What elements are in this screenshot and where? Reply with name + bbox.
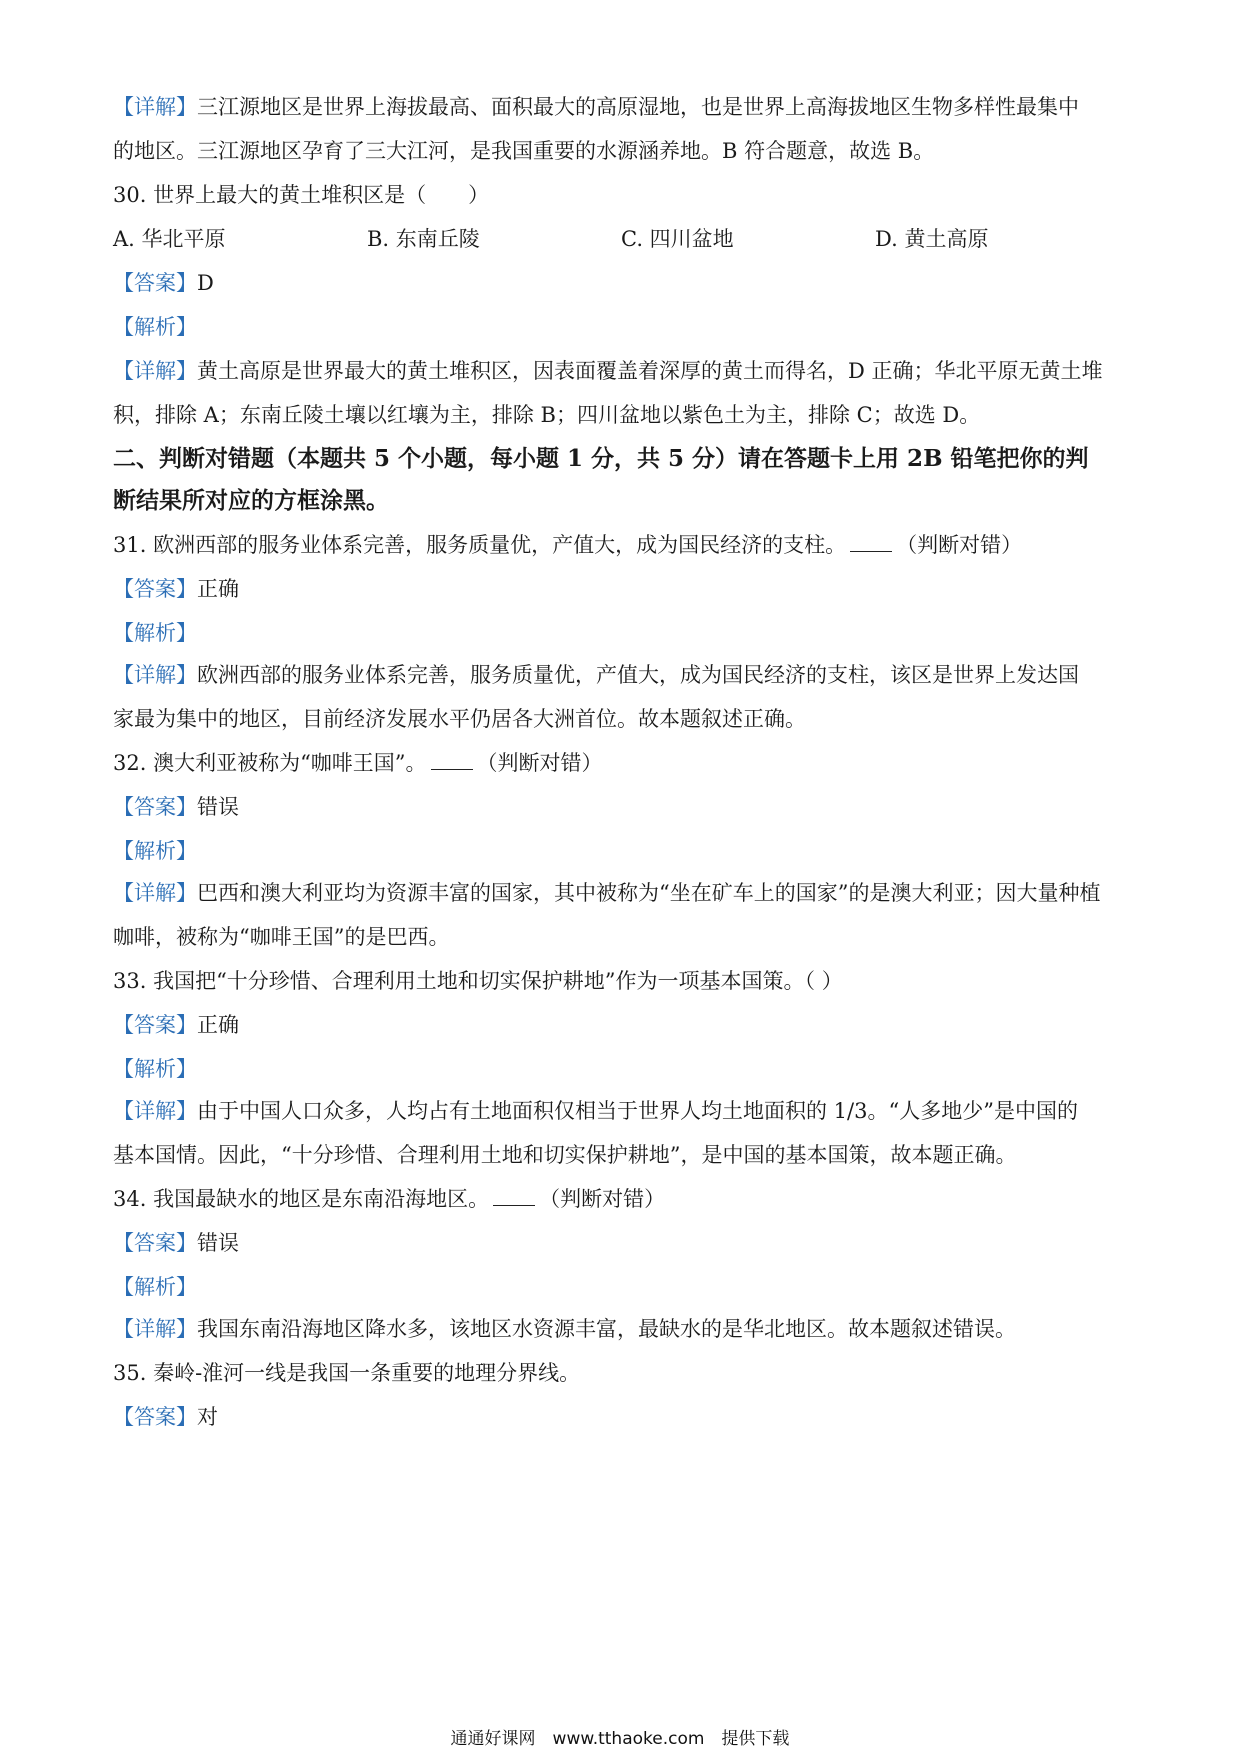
question-text: 33. 我国把“十分珍惜、合理利用土地和切实保护耕地”作为一项基本国策。（ ） xyxy=(113,969,843,993)
answer-tag: 【答案】 xyxy=(113,1405,197,1429)
page-footer: 通通好课网 www.tthaoke.com 提供下载 xyxy=(450,1729,790,1749)
question-30 xyxy=(113,180,1133,210)
question-33-analysis xyxy=(113,1054,1133,1084)
option-c: C. 四川盆地 xyxy=(621,227,734,251)
question-35-answer xyxy=(113,1402,1133,1432)
question-34-detail-line-1 xyxy=(113,1314,1133,1344)
question-suffix: （判断对错） xyxy=(896,533,1023,557)
question-31-detail-line-1 xyxy=(113,660,1133,690)
question-31 xyxy=(113,530,1133,560)
answer-text: 正确 xyxy=(197,577,239,601)
question-32-detail-line-2 xyxy=(113,922,1133,952)
question-35 xyxy=(113,1358,1133,1388)
question-31-detail-line-2 xyxy=(113,704,1133,734)
question-31-analysis xyxy=(113,618,1133,648)
question-text: 32. 澳大利亚被称为“咖啡王国”。 xyxy=(113,751,427,775)
question-33-detail-line-2 xyxy=(113,1140,1133,1170)
detail-tag: 【详解】 xyxy=(113,663,197,687)
detail-tag: 【详解】 xyxy=(113,95,197,119)
detail-text: 积，排除 A；东南丘陵土壤以红壤为主，排除 B；四川盆地以紫色土为主，排除 C；故选 D。 xyxy=(113,403,981,427)
question-30-detail-line-2 xyxy=(113,400,1133,430)
analysis-tag: 【解析】 xyxy=(113,1057,197,1081)
detail-text: 黄土高原是世界最大的黄土堆积区，因表面覆盖着深厚的黄土而得名，D 正确；华北平原无黄土堆 xyxy=(197,359,1103,383)
answer-text: 错误 xyxy=(197,795,239,819)
detail-tag: 【详解】 xyxy=(113,881,197,905)
analysis-tag: 【解析】 xyxy=(113,621,197,645)
question-31-answer xyxy=(113,574,1133,604)
section-heading: 二、判断对错题（本题共 5 个小题，每小题 1 分，共 5 分）请在答题卡上用 2B 铅笔把你的判 xyxy=(113,445,1089,472)
detail-text: 的地区。三江源地区孕育了三大江河，是我国重要的水源涵养地。B 符合题意，故选 B。 xyxy=(113,139,935,163)
option-a: A. 华北平原 xyxy=(113,227,226,251)
question-33-detail-line-1 xyxy=(113,1096,1133,1126)
section-heading-line-2 xyxy=(113,484,1133,518)
answer-blank xyxy=(493,1187,535,1206)
question-text: 30. 世界上最大的黄土堆积区是（ ） xyxy=(113,183,490,207)
question-30-detail-line-1 xyxy=(113,356,1133,386)
question-33 xyxy=(113,966,1133,996)
question-suffix: （判断对错） xyxy=(539,1187,666,1211)
question-32 xyxy=(113,748,1133,778)
question-text: 34. 我国最缺水的地区是东南沿海地区。 xyxy=(113,1187,490,1211)
section-heading: 断结果所对应的方框涂黑。 xyxy=(113,487,389,514)
answer-tag: 【答案】 xyxy=(113,795,197,819)
detail-text: 家最为集中的地区，目前经济发展水平仍居各大洲首位。故本题叙述正确。 xyxy=(113,707,806,731)
question-30-options xyxy=(113,224,1133,254)
section-heading-line-1 xyxy=(113,442,1133,476)
answer-tag: 【答案】 xyxy=(113,1231,197,1255)
detail-text: 由于中国人口众多，人均占有土地面积仅相当于世界人均土地面积的 1/3。“人多地少”是中国的 xyxy=(197,1099,1078,1123)
detail-text: 咖啡，被称为“咖啡王国”的是巴西。 xyxy=(113,925,450,949)
answer-blank xyxy=(850,533,892,552)
question-34-answer xyxy=(113,1228,1133,1258)
analysis-tag: 【解析】 xyxy=(113,839,197,863)
question-32-answer xyxy=(113,792,1133,822)
answer-text: 正确 xyxy=(197,1013,239,1037)
question-text: 31. 欧洲西部的服务业体系完善，服务质量优，产值大，成为国民经济的支柱。 xyxy=(113,533,847,557)
detail-tag: 【详解】 xyxy=(113,1317,197,1341)
detail-tag: 【详解】 xyxy=(113,1099,197,1123)
question-33-answer xyxy=(113,1010,1133,1040)
answer-text: 错误 xyxy=(197,1231,239,1255)
answer-tag: 【答案】 xyxy=(113,577,197,601)
question-32-detail-line-1 xyxy=(113,878,1133,908)
detail-text: 三江源地区是世界上海拔最高、面积最大的高原湿地，也是世界上高海拔地区生物多样性最集中 xyxy=(197,95,1079,119)
answer-text: D xyxy=(197,271,214,295)
detail-text: 基本国情。因此，“十分珍惜、合理利用土地和切实保护耕地”，是中国的基本国策，故本题正确。 xyxy=(113,1143,1017,1167)
question-text: 35. 秦岭-淮河一线是我国一条重要的地理分界线。 xyxy=(113,1361,581,1385)
question-32-analysis xyxy=(113,836,1133,866)
analysis-tag: 【解析】 xyxy=(113,315,197,339)
question-30-analysis xyxy=(113,312,1133,342)
question-34-analysis xyxy=(113,1272,1133,1302)
option-d: D. 黄土高原 xyxy=(875,227,989,251)
option-b: B. 东南丘陵 xyxy=(367,227,480,251)
detail-text: 欧洲西部的服务业体系完善，服务质量优，产值大，成为国民经济的支柱，该区是世界上发达国 xyxy=(197,663,1079,687)
question-suffix: （判断对错） xyxy=(476,751,603,775)
detail-tag: 【详解】 xyxy=(113,359,197,383)
answer-tag: 【答案】 xyxy=(113,271,197,295)
detail-text: 巴西和澳大利亚均为资源丰富的国家，其中被称为“坐在矿车上的国家”的是澳大利亚；因大量种植 xyxy=(197,881,1101,905)
detail-text: 我国东南沿海地区降水多，该地区水资源丰富，最缺水的是华北地区。故本题叙述错误。 xyxy=(197,1317,1016,1341)
answer-text: 对 xyxy=(197,1405,218,1429)
answer-tag: 【答案】 xyxy=(113,1013,197,1037)
question-34 xyxy=(113,1184,1133,1214)
question-30-answer xyxy=(113,268,1133,298)
intro-detail-line-1 xyxy=(113,92,1133,122)
analysis-tag: 【解析】 xyxy=(113,1275,197,1299)
intro-detail-line-2 xyxy=(113,136,1133,166)
answer-blank xyxy=(431,751,473,770)
